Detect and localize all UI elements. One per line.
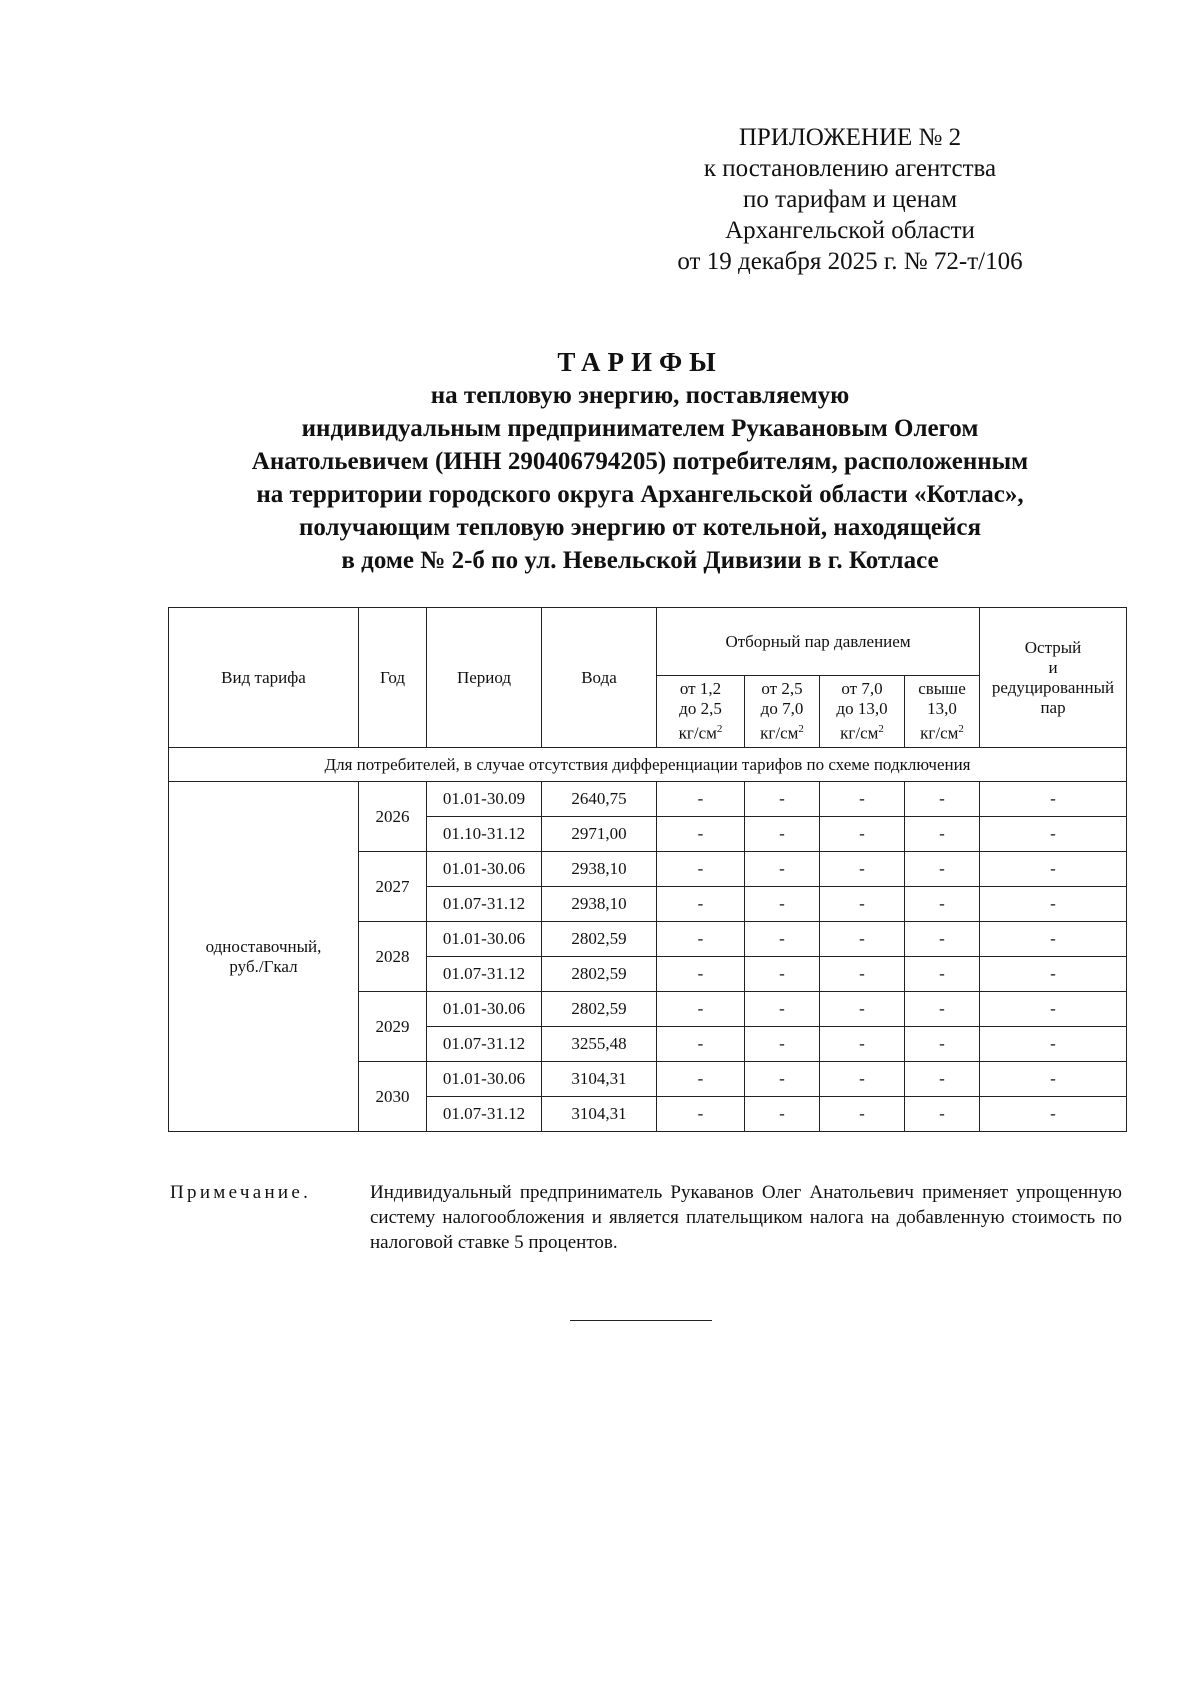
year-cell: 2027 xyxy=(359,852,427,922)
year-cell: 2026 xyxy=(359,782,427,852)
year-cell: 2029 xyxy=(359,992,427,1062)
water-cell: 3104,31 xyxy=(542,1097,657,1132)
sharp-steam-cell: - xyxy=(980,992,1127,1027)
sharp-steam-cell: - xyxy=(980,1097,1127,1132)
steam-2-cell: - xyxy=(745,957,820,992)
steam-4-cell: - xyxy=(905,852,980,887)
unit-text: кг/см xyxy=(678,723,717,743)
appendix-line: Архангельской области xyxy=(725,217,975,244)
steam-range-to: до 7,0 xyxy=(760,699,804,719)
appendix-line: по тарифам и ценам xyxy=(742,186,958,213)
steam-3-cell: - xyxy=(820,817,905,852)
steam-1-cell: - xyxy=(657,992,745,1027)
year-cell: 2030 xyxy=(359,1062,427,1132)
period-cell: 01.01-30.09 xyxy=(427,782,542,817)
tariff-unit-label: руб./Гкал xyxy=(229,956,298,976)
steam-3-cell: - xyxy=(820,922,905,957)
note-label: Примечание. xyxy=(170,1182,312,1203)
sharp-steam-cell: - xyxy=(980,922,1127,957)
water-cell: 3104,31 xyxy=(542,1062,657,1097)
steam-4-cell: - xyxy=(905,1097,980,1132)
sharp-steam-cell: - xyxy=(980,887,1127,922)
water-cell: 2802,59 xyxy=(542,922,657,957)
title-line: на территории городского округа Архангельской области «Котлас», xyxy=(256,481,1024,508)
steam-unit xyxy=(659,719,742,744)
period-cell: 01.07-31.12 xyxy=(427,887,542,922)
steam-2-cell: - xyxy=(745,1097,820,1132)
steam-3-cell: - xyxy=(820,887,905,922)
tariff-table xyxy=(168,607,1127,1132)
water-cell: 2640,75 xyxy=(542,782,657,817)
title-line: индивидуальным предпринимателем Рукавановым Олегом xyxy=(301,415,979,442)
sharp-steam-cell: - xyxy=(980,957,1127,992)
header-row xyxy=(169,608,1127,676)
unit-text: кг/см xyxy=(840,723,879,743)
water-cell: 2938,10 xyxy=(542,887,657,922)
unit-text: кг/см xyxy=(920,723,959,743)
period-cell: 01.07-31.12 xyxy=(427,1027,542,1062)
period-cell: 01.01-30.06 xyxy=(427,852,542,887)
header-steam-3 xyxy=(820,676,905,748)
steam-3-cell: - xyxy=(820,1027,905,1062)
table-row xyxy=(169,782,1127,817)
steam-4-cell: - xyxy=(905,922,980,957)
steam-4-cell: - xyxy=(905,887,980,922)
unit-superscript: 2 xyxy=(878,723,884,736)
steam-unit xyxy=(747,719,817,744)
steam-range-from: от 7,0 xyxy=(841,679,883,699)
steam-3-cell: - xyxy=(820,782,905,817)
sharp-steam-cell: - xyxy=(980,817,1127,852)
header-water: Вода xyxy=(542,608,657,748)
period-cell: 01.10-31.12 xyxy=(427,817,542,852)
header-sharp-line: Острый xyxy=(1024,637,1082,657)
sharp-steam-cell: - xyxy=(980,1027,1127,1062)
section-row-text: Для потребителей, в случае отсутствия дифференциации тарифов по схеме подключения xyxy=(169,748,1127,782)
header-steam-group: Отборный пар давлением xyxy=(657,608,980,676)
steam-3-cell: - xyxy=(820,1097,905,1132)
steam-4-cell: - xyxy=(905,957,980,992)
header-steam-1 xyxy=(657,676,745,748)
steam-range-to: до 13,0 xyxy=(836,699,888,719)
unit-superscript: 2 xyxy=(798,723,804,736)
steam-unit xyxy=(907,719,977,744)
header-year: Год xyxy=(359,608,427,748)
period-cell: 01.01-30.06 xyxy=(427,992,542,1027)
tariff-type-label: одноставочный, xyxy=(205,936,322,956)
steam-1-cell: - xyxy=(657,887,745,922)
sharp-steam-cell: - xyxy=(980,782,1127,817)
header-steam-4 xyxy=(905,676,980,748)
steam-range-from: от 1,2 xyxy=(679,679,722,699)
steam-2-cell: - xyxy=(745,887,820,922)
header-steam-2 xyxy=(745,676,820,748)
appendix-date-number: от 19 декабря 2025 г. № 72-т/106 xyxy=(677,248,1023,275)
steam-3-cell: - xyxy=(820,1062,905,1097)
appendix-line: к постановлению агентства xyxy=(703,155,997,182)
steam-1-cell: - xyxy=(657,1027,745,1062)
steam-2-cell: - xyxy=(745,922,820,957)
steam-1-cell: - xyxy=(657,817,745,852)
title-line: Анатольевичем (ИНН 290406794205) потребителям, расположенным xyxy=(251,448,1029,475)
steam-4-cell: - xyxy=(905,782,980,817)
steam-4-cell: - xyxy=(905,1027,980,1062)
document-title xyxy=(150,346,1130,577)
water-cell: 2971,00 xyxy=(542,817,657,852)
steam-2-cell: - xyxy=(745,782,820,817)
period-cell: 01.01-30.06 xyxy=(427,1062,542,1097)
water-cell: 3255,48 xyxy=(542,1027,657,1062)
steam-range-to: до 2,5 xyxy=(679,699,722,719)
header-sharp-steam xyxy=(980,608,1127,748)
tariff-type-cell xyxy=(169,782,359,1132)
steam-3-cell: - xyxy=(820,852,905,887)
header-tariff-type: Вид тарифа xyxy=(169,608,359,748)
section-row xyxy=(169,748,1127,782)
steam-2-cell: - xyxy=(745,1062,820,1097)
steam-range-from: свыше xyxy=(918,679,966,699)
title-heading: ТАРИФЫ xyxy=(557,347,723,377)
steam-4-cell: - xyxy=(905,1062,980,1097)
unit-superscript: 2 xyxy=(958,723,964,736)
note-text: Индивидуальный предприниматель Рукаванов Олег Анатольевич применяет упрощенную систему налогообложения и является плательщиком налога на добавленную стоимость по налоговой ставке 5 процентов. xyxy=(370,1182,1122,1253)
steam-3-cell: - xyxy=(820,957,905,992)
steam-2-cell: - xyxy=(745,992,820,1027)
title-line: на тепловую энергию, поставляемую xyxy=(430,382,850,409)
steam-1-cell: - xyxy=(657,1097,745,1132)
steam-4-cell: - xyxy=(905,992,980,1027)
water-cell: 2802,59 xyxy=(542,957,657,992)
steam-4-cell: - xyxy=(905,817,980,852)
steam-1-cell: - xyxy=(657,922,745,957)
steam-3-cell: - xyxy=(820,992,905,1027)
appendix-block xyxy=(640,122,1060,277)
sharp-steam-cell: - xyxy=(980,852,1127,887)
document-end-line xyxy=(570,1320,712,1321)
steam-1-cell: - xyxy=(657,957,745,992)
steam-1-cell: - xyxy=(657,852,745,887)
steam-2-cell: - xyxy=(745,852,820,887)
title-line: в доме № 2-б по ул. Невельской Дивизии в г. Котласе xyxy=(341,547,939,574)
header-sharp-line: редуцированный xyxy=(991,677,1115,697)
steam-unit xyxy=(822,719,902,744)
steam-2-cell: - xyxy=(745,817,820,852)
title-line: получающим тепловую энергию от котельной, находящейся xyxy=(298,514,982,541)
steam-1-cell: - xyxy=(657,782,745,817)
unit-superscript: 2 xyxy=(716,723,723,736)
unit-text: кг/см xyxy=(760,723,799,743)
water-cell: 2938,10 xyxy=(542,852,657,887)
steam-range-to: 13,0 xyxy=(927,699,957,719)
steam-range-from: от 2,5 xyxy=(761,679,803,699)
appendix-title: ПРИЛОЖЕНИЕ № 2 xyxy=(738,124,962,151)
water-cell: 2802,59 xyxy=(542,992,657,1027)
period-cell: 01.07-31.12 xyxy=(427,957,542,992)
sharp-steam-cell: - xyxy=(980,1062,1127,1097)
period-cell: 01.07-31.12 xyxy=(427,1097,542,1132)
header-sharp-line: пар xyxy=(1040,697,1066,717)
period-cell: 01.01-30.06 xyxy=(427,922,542,957)
header-sharp-line: и xyxy=(1048,657,1058,677)
steam-1-cell: - xyxy=(657,1062,745,1097)
header-period: Период xyxy=(427,608,542,748)
steam-2-cell: - xyxy=(745,1027,820,1062)
year-cell: 2028 xyxy=(359,922,427,992)
